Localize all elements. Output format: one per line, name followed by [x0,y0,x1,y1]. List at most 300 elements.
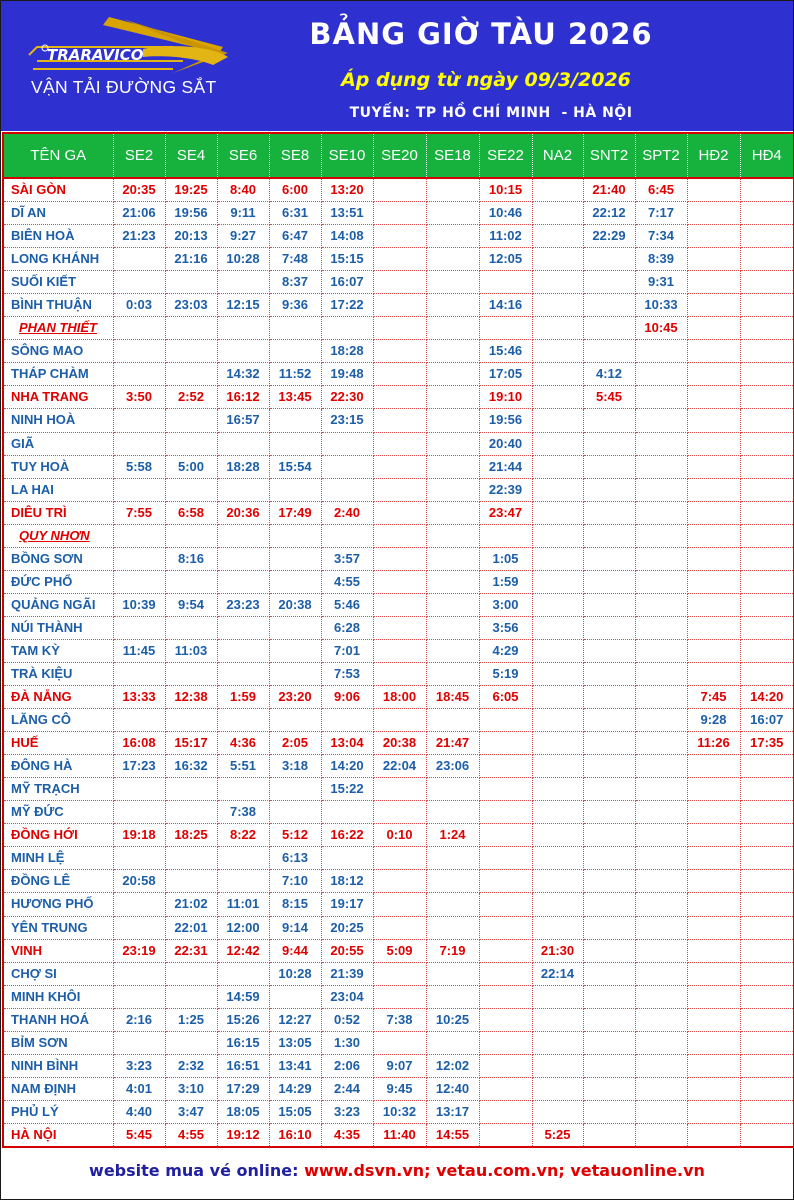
time-cell [532,870,583,893]
time-cell [113,916,165,939]
time-cell: 16:32 [165,755,217,778]
time-cell [113,363,165,386]
time-cell: 4:35 [321,1123,373,1147]
time-cell: 20:25 [321,916,373,939]
time-cell [269,547,321,570]
time-cell [426,455,479,478]
column-header-train: SE22 [479,134,532,178]
time-cell [426,547,479,570]
time-cell: 17:35 [740,732,794,755]
time-cell [532,639,583,662]
time-cell [687,455,740,478]
time-cell: 12:27 [269,1008,321,1031]
time-cell [373,202,426,225]
table-row [3,801,794,824]
time-cell: 23:04 [321,985,373,1008]
time-cell [373,616,426,639]
time-cell [740,1077,794,1100]
time-cell [373,524,426,547]
time-cell [635,524,687,547]
column-header-train: HĐ4 [740,134,794,178]
time-cell [113,547,165,570]
time-cell: 12:38 [165,686,217,709]
time-cell [479,962,532,985]
time-cell [532,778,583,801]
time-cell: 6:47 [269,225,321,248]
time-cell [740,570,794,593]
time-cell [426,409,479,432]
time-cell: 13:41 [269,1054,321,1077]
time-cell: 14:20 [321,755,373,778]
time-cell [687,478,740,501]
time-cell: 8:37 [269,271,321,294]
time-cell [269,639,321,662]
time-cell [321,455,373,478]
time-cell: 5:58 [113,455,165,478]
time-cell [321,847,373,870]
time-cell: 4:12 [583,363,635,386]
time-cell [532,732,583,755]
time-cell [426,801,479,824]
time-cell: 20:38 [373,732,426,755]
time-cell: 5:46 [321,593,373,616]
time-cell: 10:46 [479,202,532,225]
time-cell: 5:25 [532,1123,583,1147]
time-cell: 10:28 [269,962,321,985]
time-cell [165,317,217,340]
time-cell [635,916,687,939]
time-cell [740,1100,794,1123]
time-cell [373,248,426,271]
time-cell: 13:51 [321,202,373,225]
time-cell: 8:40 [217,178,269,202]
time-cell [687,317,740,340]
time-cell: 7:45 [687,686,740,709]
time-cell [165,662,217,685]
time-cell [687,1008,740,1031]
time-cell [635,478,687,501]
time-cell [479,1054,532,1077]
time-cell: 13:04 [321,732,373,755]
time-cell: 17:23 [113,755,165,778]
time-cell [583,939,635,962]
column-header-train: HĐ2 [687,134,740,178]
time-cell [687,271,740,294]
time-cell [583,616,635,639]
time-cell: 9:28 [687,709,740,732]
time-cell: 14:16 [479,294,532,317]
time-cell [426,501,479,524]
time-cell [532,1077,583,1100]
time-cell: 15:15 [321,248,373,271]
time-cell [426,847,479,870]
time-cell [165,847,217,870]
time-cell [532,432,583,455]
time-cell [583,732,635,755]
time-cell [687,801,740,824]
table-row [3,985,794,1008]
column-header-train: SE2 [113,134,165,178]
time-cell [479,1123,532,1147]
time-cell [373,547,426,570]
time-cell [479,732,532,755]
time-cell [740,271,794,294]
time-cell: 19:12 [217,1123,269,1147]
time-cell [740,363,794,386]
time-cell: 18:45 [426,686,479,709]
time-cell [269,778,321,801]
time-cell [687,870,740,893]
time-cell [373,593,426,616]
time-cell [635,1031,687,1054]
time-cell [426,870,479,893]
time-cell: 11:52 [269,363,321,386]
time-cell [217,271,269,294]
time-cell [583,1054,635,1077]
time-cell [426,639,479,662]
time-cell: 0:03 [113,294,165,317]
time-cell [583,662,635,685]
time-cell [583,639,635,662]
time-cell [635,893,687,916]
time-cell [740,639,794,662]
time-cell [532,271,583,294]
time-cell [217,616,269,639]
time-cell [532,363,583,386]
time-cell [635,847,687,870]
time-cell [479,939,532,962]
time-cell [583,593,635,616]
time-cell [687,409,740,432]
time-cell: 12:05 [479,248,532,271]
time-cell: 10:33 [635,294,687,317]
time-cell [269,801,321,824]
station-name: NINH BÌNH [3,1054,113,1077]
time-cell [113,1031,165,1054]
time-cell: 14:08 [321,225,373,248]
time-cell [373,478,426,501]
time-cell: 14:32 [217,363,269,386]
station-name: BỈM SƠN [3,1031,113,1054]
time-cell [583,709,635,732]
time-cell: 2:05 [269,732,321,755]
time-cell [532,501,583,524]
time-cell: 9:36 [269,294,321,317]
time-cell: 11:01 [217,893,269,916]
time-cell [479,985,532,1008]
time-cell [532,178,583,202]
time-cell [740,824,794,847]
time-cell [217,570,269,593]
time-cell [269,524,321,547]
time-cell [113,409,165,432]
company-name: VẬN TẢI ĐƯỜNG SẮT [31,77,217,97]
time-cell [113,478,165,501]
station-name: ĐỒNG HỚI [3,824,113,847]
time-cell [373,639,426,662]
time-cell: 19:56 [479,409,532,432]
time-cell: 20:36 [217,501,269,524]
time-cell [321,317,373,340]
footer [1,1161,793,1180]
time-cell: 18:28 [321,340,373,363]
time-cell [687,939,740,962]
time-cell [583,916,635,939]
time-cell [740,939,794,962]
time-cell [217,547,269,570]
time-cell: 15:54 [269,455,321,478]
time-cell [740,801,794,824]
time-cell: 6:31 [269,202,321,225]
footer-links[interactable]: www.dsvn.vn; vetau.com.vn; vetauonline.vn [304,1161,705,1180]
time-cell [635,939,687,962]
time-cell: 20:55 [321,939,373,962]
time-cell: 7:34 [635,225,687,248]
table-row [3,409,794,432]
table-row [3,478,794,501]
station-name: NAM ĐỊNH [3,1077,113,1100]
time-cell [321,524,373,547]
time-cell [165,409,217,432]
time-cell: 11:02 [479,225,532,248]
time-cell [583,985,635,1008]
station-name: NINH HOÀ [3,409,113,432]
time-cell [165,616,217,639]
time-cell: 15:05 [269,1100,321,1123]
time-cell [583,801,635,824]
time-cell [479,824,532,847]
time-cell: 15:17 [165,732,217,755]
table-row [3,732,794,755]
time-cell [740,202,794,225]
station-name: PHỦ LÝ [3,1100,113,1123]
time-cell: 17:29 [217,1077,269,1100]
time-cell: 21:06 [113,202,165,225]
time-cell [269,616,321,639]
time-cell: 9:06 [321,686,373,709]
time-cell [426,524,479,547]
time-cell [740,1008,794,1031]
table-row [3,1031,794,1054]
time-cell [269,409,321,432]
time-cell: 12:02 [426,1054,479,1077]
time-cell [373,916,426,939]
time-cell: 21:16 [165,248,217,271]
time-cell [687,340,740,363]
time-cell: 11:40 [373,1123,426,1147]
time-cell: 9:07 [373,1054,426,1077]
time-cell [532,294,583,317]
station-name: MINH KHÔI [3,985,113,1008]
time-cell [635,755,687,778]
time-cell [740,1123,794,1147]
table-row [3,847,794,870]
time-cell [426,294,479,317]
time-cell [583,1031,635,1054]
time-cell [583,1123,635,1147]
time-cell: 4:29 [479,639,532,662]
time-cell: 17:49 [269,501,321,524]
table-row [3,524,794,547]
time-cell: 17:22 [321,294,373,317]
table-row [3,178,794,202]
station-name: CHỢ SI [3,962,113,985]
time-cell [687,570,740,593]
time-cell [583,686,635,709]
time-cell [740,755,794,778]
time-cell [532,801,583,824]
table-row [3,1008,794,1031]
time-cell [740,294,794,317]
station-name: VINH [3,939,113,962]
table-row [3,386,794,409]
time-cell [740,1054,794,1077]
time-cell: 6:58 [165,501,217,524]
table-row [3,893,794,916]
time-cell: 13:45 [269,386,321,409]
time-cell: 4:55 [165,1123,217,1147]
time-cell [373,225,426,248]
time-cell: 23:19 [113,939,165,962]
time-cell [373,870,426,893]
time-cell [113,432,165,455]
time-cell [426,778,479,801]
time-cell [165,478,217,501]
station-name: SUỐI KIẾT [3,271,113,294]
station-name: TUY HOÀ [3,455,113,478]
time-cell [635,593,687,616]
time-cell [373,455,426,478]
station-name: MINH LỆ [3,847,113,870]
station-name: QUẢNG NGÃI [3,593,113,616]
time-cell: 23:47 [479,501,532,524]
time-cell: 23:20 [269,686,321,709]
time-cell [426,340,479,363]
time-cell: 21:02 [165,893,217,916]
time-cell [687,501,740,524]
column-header-station: TÊN GA [3,134,113,178]
station-name: LA HAI [3,478,113,501]
time-cell: 23:03 [165,294,217,317]
time-cell [740,455,794,478]
station-name: GIÃ [3,432,113,455]
time-cell: 7:38 [373,1008,426,1031]
time-cell [532,570,583,593]
time-cell [687,178,740,202]
time-cell: 15:46 [479,340,532,363]
station-name: BÌNH THUẬN [3,294,113,317]
time-cell [217,478,269,501]
time-cell [426,1031,479,1054]
table-row [3,616,794,639]
time-cell [113,248,165,271]
time-cell [321,478,373,501]
time-cell: 6:28 [321,616,373,639]
time-cell [583,455,635,478]
time-cell [687,778,740,801]
time-cell [583,501,635,524]
time-cell [113,847,165,870]
time-cell: 19:18 [113,824,165,847]
time-cell [373,294,426,317]
time-cell [740,248,794,271]
time-cell [373,778,426,801]
table-row [3,432,794,455]
time-cell: 9:31 [635,271,687,294]
time-cell: 1:25 [165,1008,217,1031]
time-cell [269,317,321,340]
time-cell [532,755,583,778]
time-cell: 18:00 [373,686,426,709]
time-cell [426,478,479,501]
time-cell [426,202,479,225]
time-cell: 16:51 [217,1054,269,1077]
time-cell [687,824,740,847]
time-cell [479,709,532,732]
time-cell [479,801,532,824]
time-cell [217,870,269,893]
time-cell [635,824,687,847]
time-cell [687,363,740,386]
time-cell [479,893,532,916]
time-cell: 0:10 [373,824,426,847]
time-cell: 5:09 [373,939,426,962]
time-cell [165,432,217,455]
time-cell [532,1054,583,1077]
time-cell [635,1100,687,1123]
time-cell [165,962,217,985]
time-cell [687,547,740,570]
time-cell: 21:44 [479,455,532,478]
time-cell: 19:56 [165,202,217,225]
time-cell [635,686,687,709]
time-cell [373,271,426,294]
station-name: ĐỒNG LÊ [3,870,113,893]
station-name: LĂNG CÔ [3,709,113,732]
time-cell: 18:28 [217,455,269,478]
time-cell [532,893,583,916]
time-cell: 10:28 [217,248,269,271]
table-body [3,178,794,1147]
time-cell: 2:44 [321,1077,373,1100]
time-cell: 22:29 [583,225,635,248]
effective-date: Áp dụng từ ngày 09/3/2026 [341,69,631,91]
time-cell: 15:22 [321,778,373,801]
time-cell: 5:00 [165,455,217,478]
time-cell: 8:16 [165,547,217,570]
logo-text: TRARAVICO [47,46,144,64]
table-row [3,870,794,893]
time-cell [426,178,479,202]
time-cell: 11:03 [165,639,217,662]
time-cell [583,847,635,870]
time-cell [373,847,426,870]
time-cell [635,570,687,593]
time-cell [532,478,583,501]
time-cell: 8:39 [635,248,687,271]
time-cell [583,432,635,455]
time-cell [635,432,687,455]
time-cell [583,893,635,916]
time-cell [113,317,165,340]
time-cell: 22:14 [532,962,583,985]
time-cell [532,709,583,732]
time-cell [740,1031,794,1054]
time-cell [373,501,426,524]
time-cell [479,870,532,893]
time-cell: 10:25 [426,1008,479,1031]
time-cell: 20:38 [269,593,321,616]
